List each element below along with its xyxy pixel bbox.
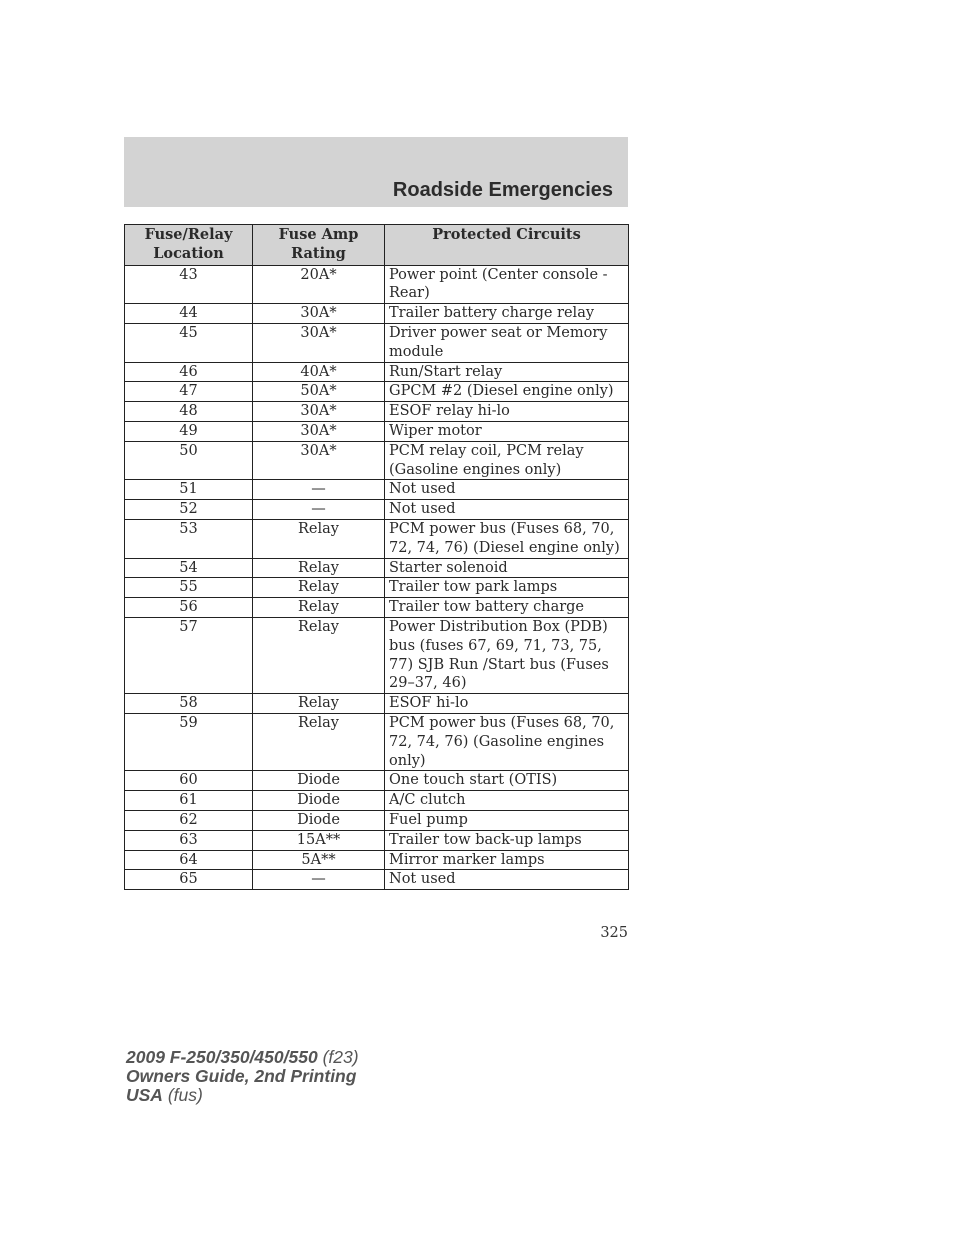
table-row [125, 558, 629, 578]
fuse-location-cell: 53 [125, 519, 253, 558]
fuse-rating-cell: Relay [253, 713, 385, 770]
protected-circuit-cell: PCM power bus (Fuses 68, 70, 72, 74, 76) (Gasoline engines only) [385, 713, 629, 770]
protected-circuit-cell: Trailer tow battery charge [385, 598, 629, 618]
fuse-location-cell: 49 [125, 421, 253, 441]
table-row [125, 362, 629, 382]
protected-circuit-cell: PCM relay coil, PCM relay (Gasoline engines only) [385, 441, 629, 480]
column-header-rating: Fuse Amp Rating [253, 225, 385, 266]
protected-circuit-cell: Not used [385, 500, 629, 520]
fuse-rating-cell: 15A** [253, 830, 385, 850]
footer-market: USA [126, 1085, 163, 1105]
table-row [125, 441, 629, 480]
fuse-location-cell: 62 [125, 810, 253, 830]
fuse-location-cell: 51 [125, 480, 253, 500]
fuse-rating-cell: Relay [253, 578, 385, 598]
protected-circuit-cell: Not used [385, 870, 629, 890]
table-row [125, 771, 629, 791]
section-header-band [124, 137, 628, 207]
fuse-rating-cell: — [253, 870, 385, 890]
protected-circuit-cell: Power point (Center console - Rear) [385, 265, 629, 304]
fuse-location-cell: 54 [125, 558, 253, 578]
fuse-rating-cell: Diode [253, 810, 385, 830]
fuse-rating-cell: Relay [253, 617, 385, 693]
footer-market-line [126, 1086, 359, 1105]
table-row [125, 519, 629, 558]
fuse-location-cell: 56 [125, 598, 253, 618]
table-row [125, 810, 629, 830]
footer-market-code: (fus) [167, 1085, 203, 1105]
fuse-location-cell: 58 [125, 694, 253, 714]
table-row [125, 500, 629, 520]
fuse-rating-cell: Relay [253, 519, 385, 558]
table-row [125, 713, 629, 770]
table-header-row [125, 225, 629, 266]
column-header-circuits: Protected Circuits [385, 225, 629, 266]
page-number: 325 [600, 925, 628, 941]
protected-circuit-cell: A/C clutch [385, 791, 629, 811]
fuse-rating-cell: 30A* [253, 402, 385, 422]
fuse-rating-cell: 40A* [253, 362, 385, 382]
fuse-rating-cell: Relay [253, 558, 385, 578]
table-row [125, 265, 629, 304]
footer-guide: Owners Guide, 2nd Printing [126, 1066, 357, 1086]
fuse-rating-cell: 30A* [253, 323, 385, 362]
protected-circuit-cell: ESOF hi-lo [385, 694, 629, 714]
table-row [125, 870, 629, 890]
fuse-location-cell: 64 [125, 850, 253, 870]
fuse-rating-cell: 30A* [253, 421, 385, 441]
protected-circuit-cell: Not used [385, 480, 629, 500]
fuse-location-cell: 60 [125, 771, 253, 791]
fuse-rating-cell: Relay [253, 694, 385, 714]
protected-circuit-cell: Starter solenoid [385, 558, 629, 578]
fuse-rating-cell: Diode [253, 791, 385, 811]
fuse-location-cell: 57 [125, 617, 253, 693]
table-row [125, 598, 629, 618]
fuse-location-cell: 45 [125, 323, 253, 362]
fuse-rating-cell: 5A** [253, 850, 385, 870]
protected-circuit-cell: Driver power seat or Memory module [385, 323, 629, 362]
protected-circuit-cell: Run/Start relay [385, 362, 629, 382]
fuse-rating-cell: 50A* [253, 382, 385, 402]
fuse-rating-cell: 30A* [253, 441, 385, 480]
fuse-location-cell: 48 [125, 402, 253, 422]
fuse-rating-cell: 20A* [253, 265, 385, 304]
protected-circuit-cell: Wiper motor [385, 421, 629, 441]
section-title: Roadside Emergencies [392, 179, 613, 201]
table-row [125, 402, 629, 422]
protected-circuit-cell: Trailer tow back-up lamps [385, 830, 629, 850]
footer-model: 2009 F-250/350/450/550 [126, 1047, 318, 1067]
protected-circuit-cell: ESOF relay hi-lo [385, 402, 629, 422]
table-row [125, 617, 629, 693]
fuse-location-cell: 65 [125, 870, 253, 890]
protected-circuit-cell: Power Distribution Box (PDB) bus (fuses 67, 69, 71, 73, 75, 77) SJB Run /Start bus (Fuses 29–37, 46) [385, 617, 629, 693]
fuse-table-body [125, 265, 629, 890]
protected-circuit-cell: Mirror marker lamps [385, 850, 629, 870]
fuse-location-cell: 63 [125, 830, 253, 850]
footer-model-line [126, 1048, 359, 1067]
table-row [125, 382, 629, 402]
protected-circuit-cell: One touch start (OTIS) [385, 771, 629, 791]
column-header-location: Fuse/Relay Location [125, 225, 253, 266]
footer [126, 1048, 359, 1105]
fuse-rating-cell: — [253, 480, 385, 500]
fuse-location-cell: 55 [125, 578, 253, 598]
fuse-location-cell: 59 [125, 713, 253, 770]
fuse-location-cell: 46 [125, 362, 253, 382]
fuse-rating-cell: Relay [253, 598, 385, 618]
fuse-location-cell: 52 [125, 500, 253, 520]
fuse-rating-cell: Diode [253, 771, 385, 791]
table-row [125, 323, 629, 362]
table-row [125, 304, 629, 324]
fuse-rating-cell: — [253, 500, 385, 520]
table-row [125, 694, 629, 714]
table-row [125, 830, 629, 850]
fuse-location-cell: 43 [125, 265, 253, 304]
protected-circuit-cell: Trailer tow park lamps [385, 578, 629, 598]
table-row [125, 850, 629, 870]
protected-circuit-cell: PCM power bus (Fuses 68, 70, 72, 74, 76) (Diesel engine only) [385, 519, 629, 558]
protected-circuit-cell: GPCM #2 (Diesel engine only) [385, 382, 629, 402]
fuse-location-cell: 47 [125, 382, 253, 402]
fuse-location-cell: 50 [125, 441, 253, 480]
table-row [125, 421, 629, 441]
fuse-table [124, 224, 629, 890]
table-row [125, 791, 629, 811]
fuse-location-cell: 44 [125, 304, 253, 324]
table-row [125, 480, 629, 500]
table-row [125, 578, 629, 598]
protected-circuit-cell: Fuel pump [385, 810, 629, 830]
fuse-location-cell: 61 [125, 791, 253, 811]
protected-circuit-cell: Trailer battery charge relay [385, 304, 629, 324]
footer-model-code: (f23) [322, 1047, 359, 1067]
fuse-rating-cell: 30A* [253, 304, 385, 324]
